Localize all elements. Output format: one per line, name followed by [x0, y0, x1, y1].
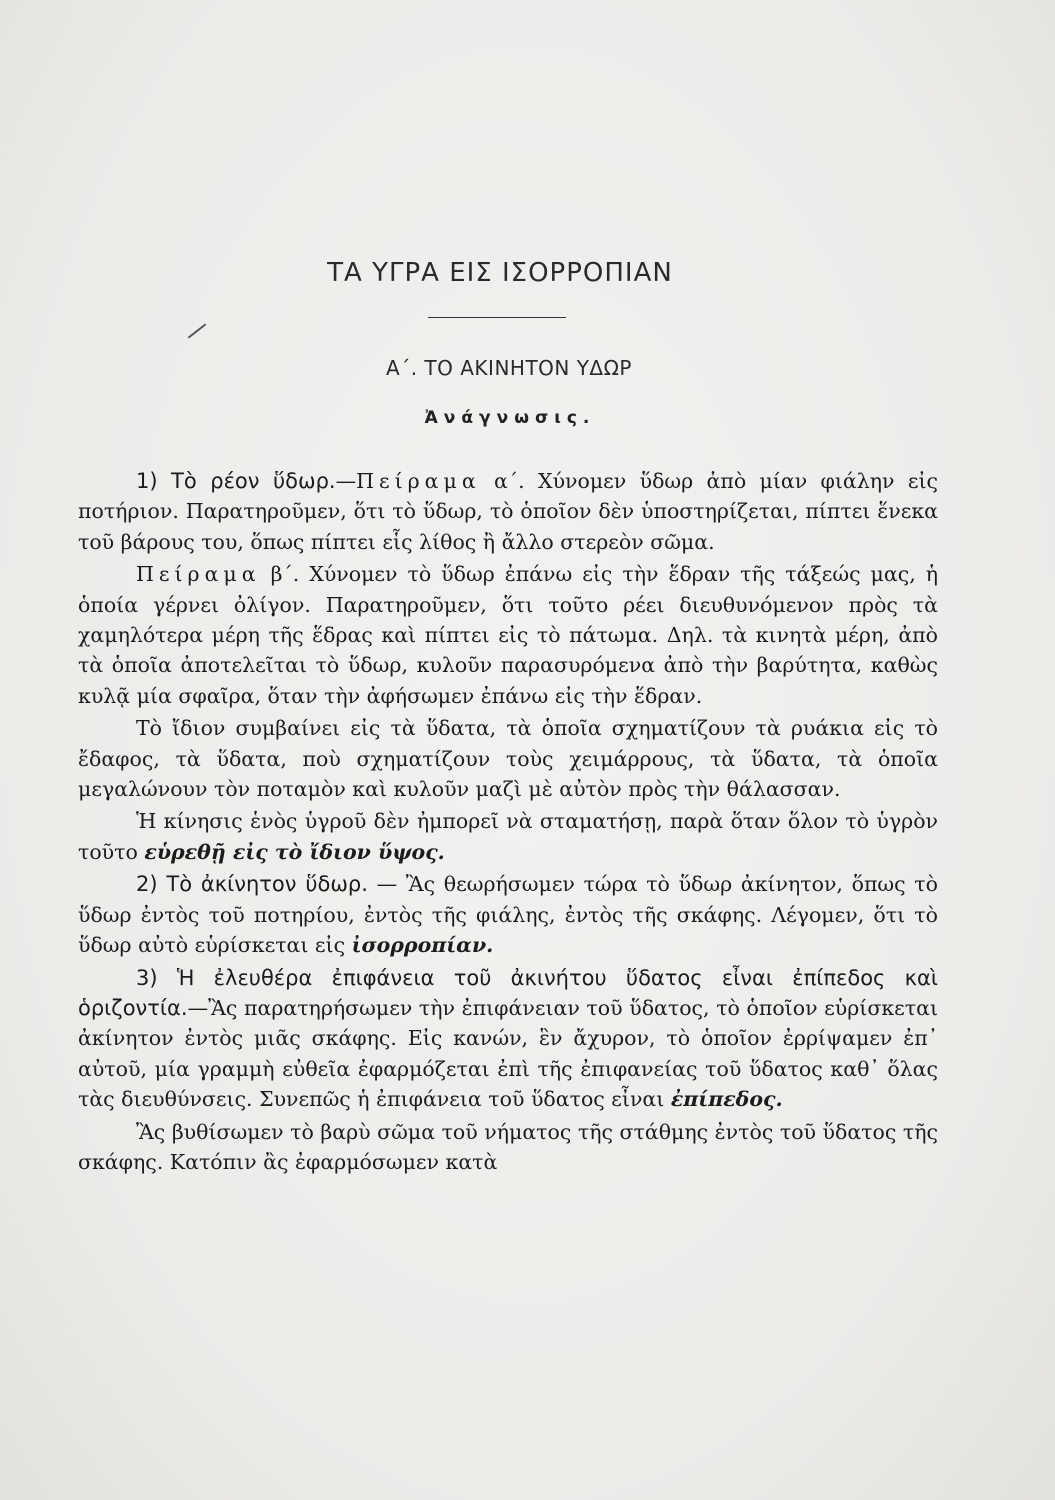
heading-free-surface: 3) Ἡ ἐλευθέρα ἐπιφάνεια τοῦ ἀκινήτου ὕδατος εἶναι ἐπίπεδος καὶ ὁριζοντία. [78, 965, 938, 1020]
paragraph-3-text: Τὸ ἴδιον συμβαίνει εἰς τὰ ὕδατα, τὰ ὁποῖα σχηματίζουν τὰ ρυάκια εἰς τὸ ἔδαφος, τὰ ὕδατα, ποὺ σχηματίζουν τοὺς χειμάρρους, τὰ ὕδατα, τὰ ὁποῖα μεγαλώνουν τὸν ποταμὸν καὶ κυλοῦν μαζὶ μὲ αὐτὸν πρὸς τὴν θάλασσαν. [78, 716, 938, 802]
paragraph-7-text: Ἂς βυθίσωμεν τὸ βαρὺ σῶμα τοῦ νήματος τῆς στάθμης ἐντὸς τοῦ ὕδατος τῆς σκάφης. Κατόπιν ἂς ἐφαρμόσωμεν κατὰ [78, 1119, 938, 1174]
paragraph-5 [78, 869, 938, 960]
paragraph-2 [78, 559, 938, 711]
paragraph-3 [78, 713, 938, 804]
paragraph-1 [78, 466, 938, 557]
heading-flowing-water: 1) Τὸ ρέον ὕδωρ. [136, 469, 336, 493]
paragraph-6-text: —Ἂς παρατηρήσωμεν τὴν ἐπιφάνειαν τοῦ ὕδατος, τὸ ὁποῖον εὑρίσκεται ἀκίνητον ἐντὸς μιᾶς σκάφης. Εἰς κανών, ἓν ἄχυρον, τὸ ὁποῖον ἐρρίψαμεν ἐπ᾽ αὐτοῦ, μία γραμμὴ εὐθεῖα ἐφαρμόζεται ἐπὶ τῆς ἐπιφανείας τοῦ ὕδατος καθ᾽ ὅλας τὰς διευθύνσεις. Συνεπῶς ἡ ἐπιφάνεια τοῦ ὕδατος εἶναι [78, 995, 938, 1112]
paragraph-4 [78, 806, 938, 867]
title-rule [428, 317, 566, 318]
paragraph-2-text: β΄. Χύνομεν τὸ ὕδωρ ἐπάνω εἰς τὴν ἕδραν τῆς τάξεώς μας, ἡ ὁποία γέρνει ὀλίγον. Παρατηροῦμεν, ὅτι τοῦτο ρέει διευθυνόμενον πρὸς τὰ χαμηλότερα μέρη τῆς ἕδρας καὶ πίπτει εἰς τὸ πάτωμα. Δηλ. τὰ κινητὰ μέρη, ἀπὸ τὰ ὁποῖα ἀποτελεῖται τὸ ὕδωρ, κυλοῦν παρασυρόμενα ἀπὸ τὴν βαρύτητα, καθὼς κυλᾷ μία σφαῖρα, ὅταν τὴν ἀφήσωμεν ἐπάνω εἰς τὴν ἕδραν. [78, 562, 938, 708]
paragraph-1-text: α΄. Χύνομεν ὕδωρ ἀπὸ μίαν φιάλην εἰς ποτήριον. Παρατηροῦμεν, ὅτι τὸ ὕδωρ, τὸ ὁποῖον δὲν ὑποστηρίζεται, πίπτει ἕνεκα τοῦ βάρους του, ὅπως πίπτει εἷς λίθος ἢ ἄλλο στερεὸν σῶμα. [78, 469, 938, 554]
paragraph-5-emphasis: ἰσορροπίαν. [351, 933, 494, 958]
paragraph-6 [78, 963, 938, 1115]
chapter-title: ΤΑ ΥΓΡΑ ΕΙΣ ΙΣΟΡΡΟΠΙΑΝ [327, 258, 673, 288]
heading-still-water: 2) Τὸ ἀκίνητον ὕδωρ. [136, 872, 368, 897]
experiment-label-2: Πείραμα [136, 562, 261, 587]
paragraph-6-emphasis: ἐπίπεδος. [670, 1087, 783, 1112]
pencil-mark [188, 323, 207, 338]
body-text [78, 466, 938, 1179]
paragraph-7 [78, 1117, 938, 1178]
paragraph-4-text: Ἡ κίνησις ἑνὸς ὑγροῦ δὲν ἠμπορεῖ νὰ σταματήσῃ, παρὰ ὅταν ὅλον τὸ ὑγρὸν τοῦτο [78, 809, 938, 864]
dash: — [335, 469, 357, 493]
section-title: Α΄. ΤΟ ΑΚΙΝΗΤΟΝ ΥΔΩΡ [386, 356, 632, 380]
experiment-label: Πείραμα [356, 469, 481, 493]
reading-label: Ἀνάγνωσις. [424, 408, 596, 428]
paragraph-5-text: — Ἂς θεωρήσωμεν τώρα τὸ ὕδωρ ἀκίνητον, ὅπως τὸ ὕδωρ ἐντὸς τοῦ ποτηρίου, ἐντὸς τῆς φιάλης, ἐντὸς τῆς σκάφης. Λέγομεν, ὅτι τὸ ὕδωρ αὐτὸ εὑρίσκεται εἰς [78, 872, 938, 958]
paragraph-4-emphasis: εὑρεθῇ εἰς τὸ ἴδιον ὕψος. [144, 839, 445, 864]
